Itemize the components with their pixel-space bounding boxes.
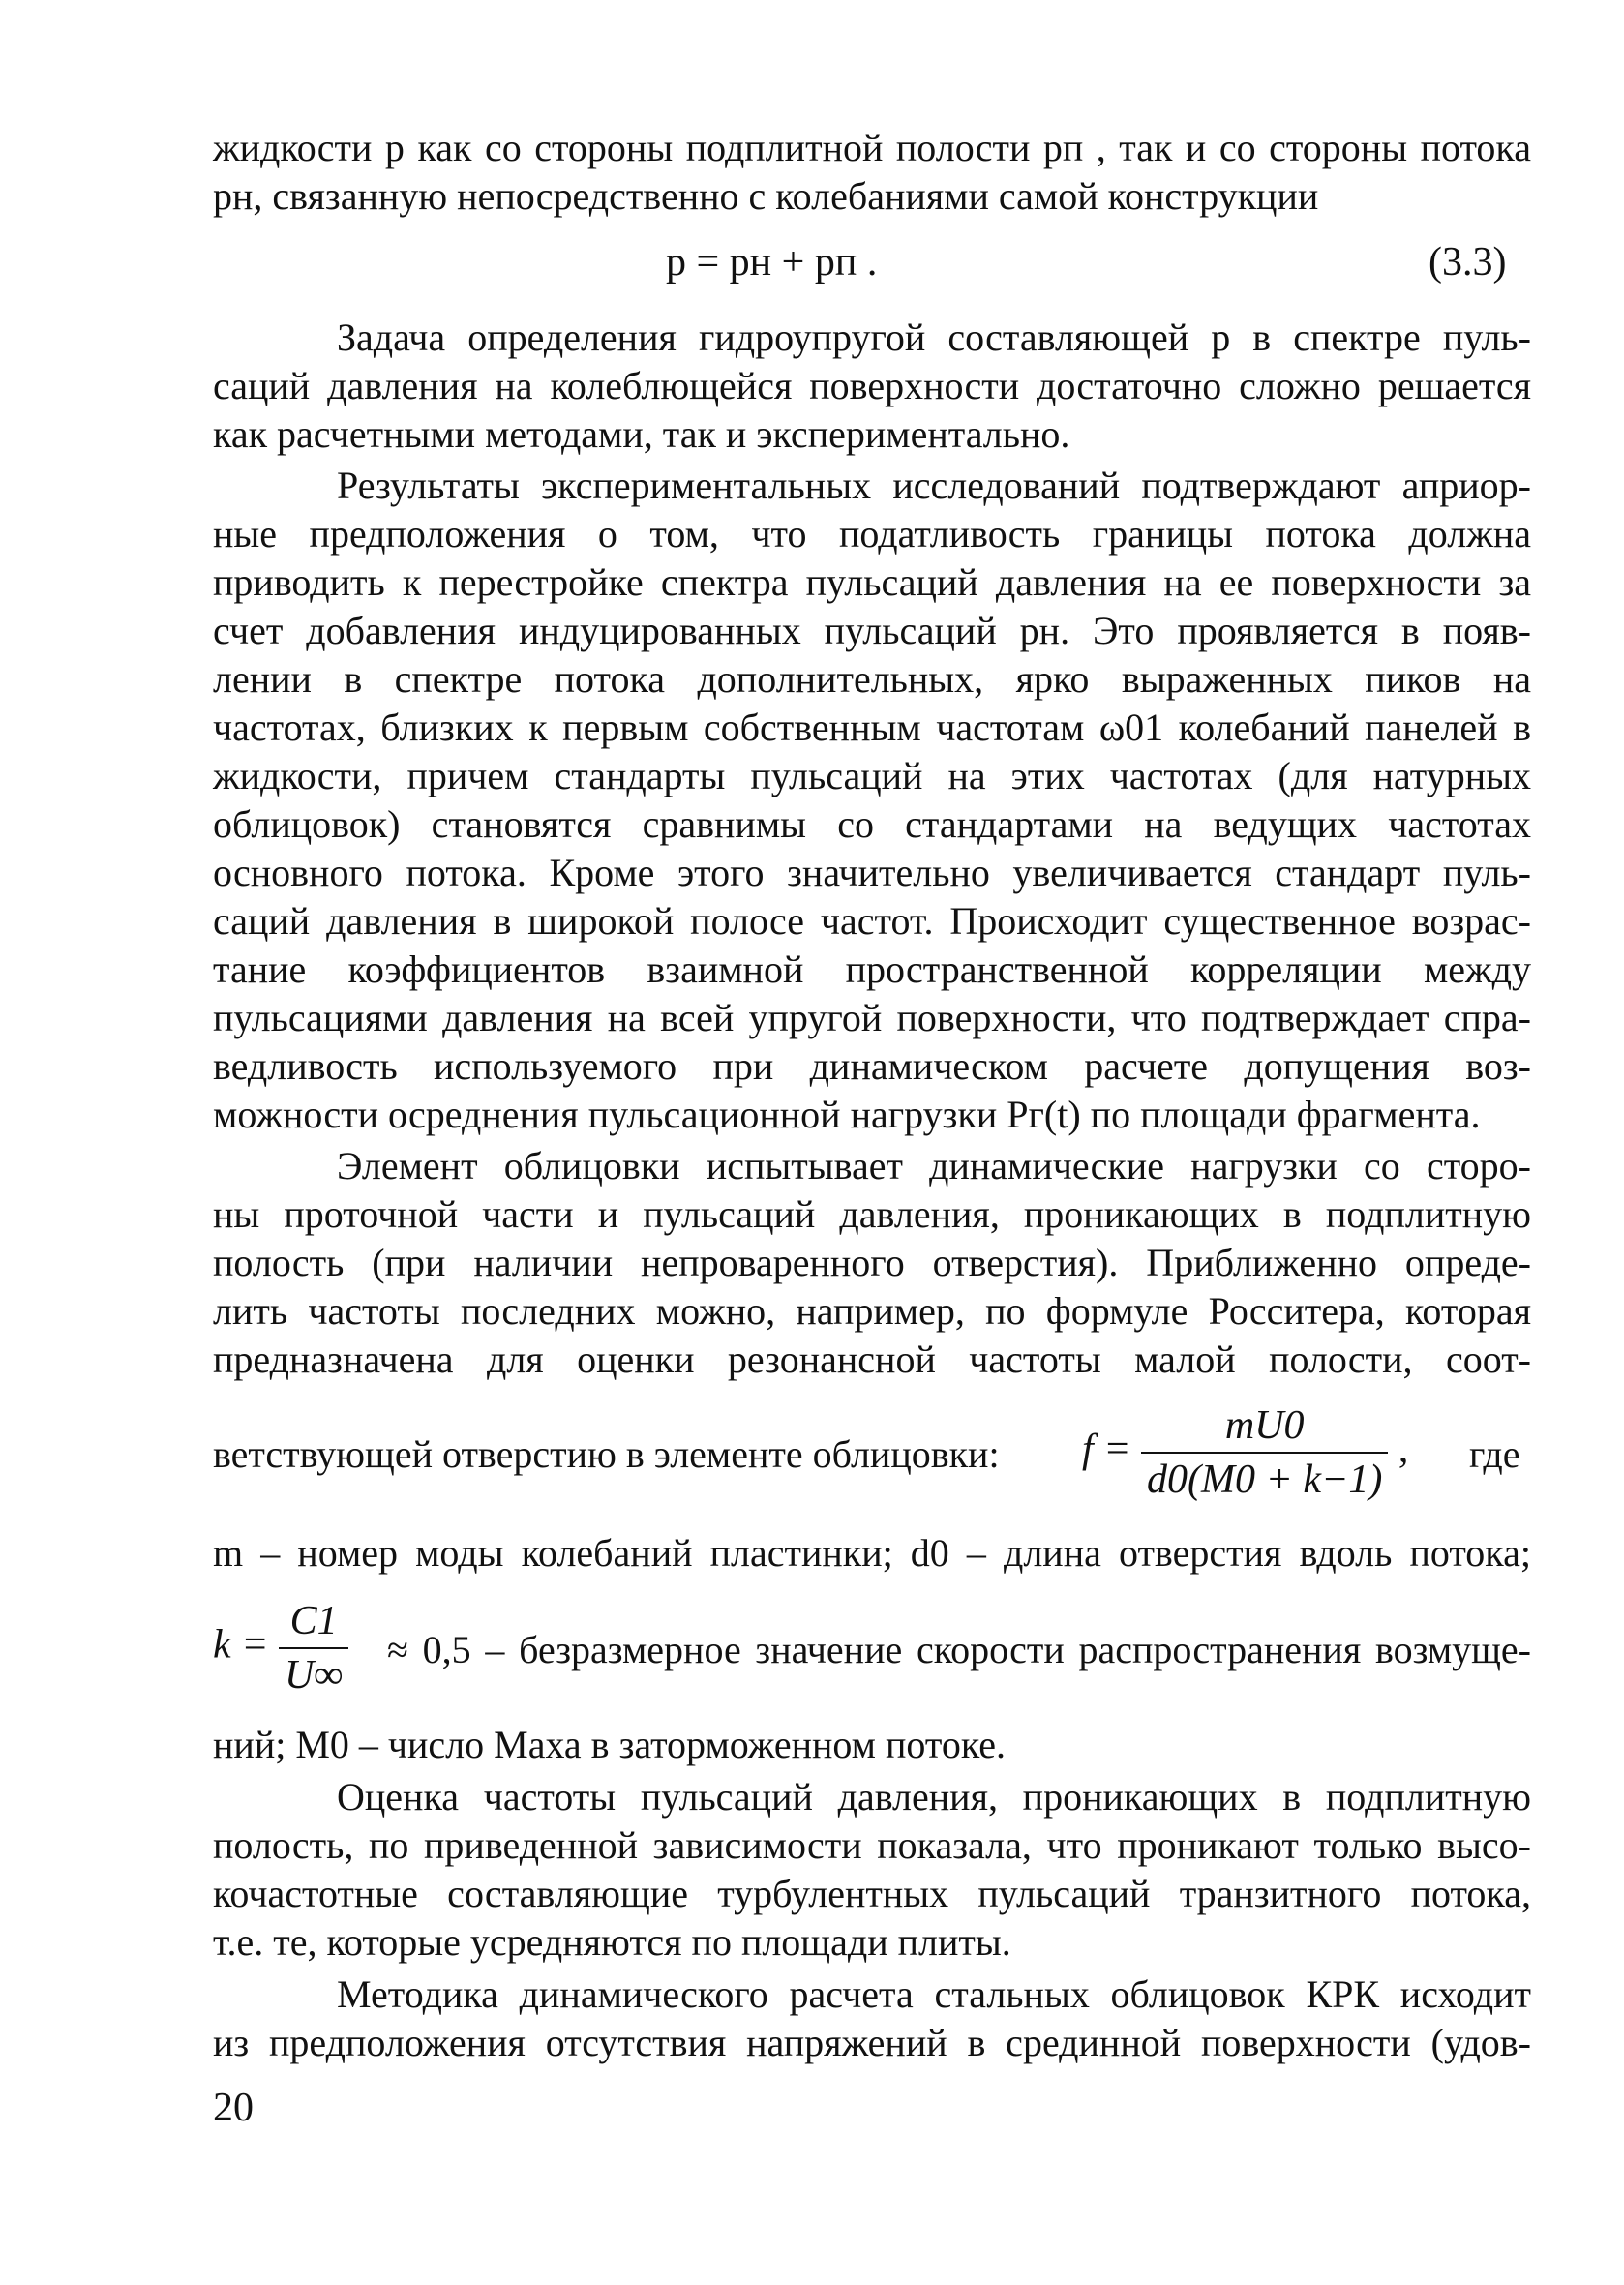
equation-number: (3.3) xyxy=(1429,240,1507,285)
text-line-17: пульсациями давления на всей упругой поверхности, что подтверждает спра- xyxy=(213,996,1531,1039)
text-line-6: Результаты экспериментальных исследований подтверждают априор- xyxy=(337,464,1531,507)
equation-3-3: p = pн + pп . xyxy=(666,240,878,285)
text-line-12: жидкости, причем стандарты пульсаций на этих частотах (для натурных xyxy=(213,754,1531,797)
text-line-11: частотах, близких к первым собственным частотам ω01 колебаний панелей в xyxy=(213,706,1531,749)
text-line-15: саций давления в широкой полосе частот. Происходит существенное возрас- xyxy=(213,899,1531,943)
text-line-18: ведливость используемого при динамическом расчете допущения воз- xyxy=(213,1044,1531,1088)
text-line-33: Методика динамического расчета стальных облицовок КРК исходит xyxy=(337,1972,1531,2016)
text-line-8: приводить к перестройке спектра пульсаций давления на ее поверхности за xyxy=(213,560,1531,604)
k-denominator: U∞ xyxy=(284,1653,344,1698)
text-line-7: ные предположения о том, что податливость границы потока должна xyxy=(213,512,1531,556)
text-line-30: полость, по приведенной зависимости показала, что проникают только высо- xyxy=(213,1823,1531,1867)
rossiter-denominator: d0(M0 + k−1) xyxy=(1147,1458,1383,1502)
text-line-29: Оценка частоты пульсаций давления, проникающих в подплитную xyxy=(337,1775,1531,1819)
text-line-34: из предположения отсутствия напряжений в срединной поверхности (удов- xyxy=(213,2021,1531,2064)
rossiter-formula xyxy=(1082,1401,1408,1504)
k-formula xyxy=(213,1597,348,1699)
rossiter-lhs: f = xyxy=(1082,1427,1131,1472)
text-line-32: т.е. те, которые усредняются по площади плиты. xyxy=(213,1920,1011,1964)
text-line-1: жидкости p как со стороны подплитной полости pп , так и со стороны потока xyxy=(213,126,1531,169)
text-line-5: как расчетными методами, так и экспериментально. xyxy=(213,412,1070,456)
text-line-27: ≈ 0,5 – безразмерное значение скорости распространения возмуще- xyxy=(387,1628,1531,1671)
text-line-25: ветствующей отверстию в элементе облицовки: xyxy=(213,1432,1000,1476)
text-line-10: лении в спектре потока дополнительных, ярко выраженных пиков на xyxy=(213,657,1531,701)
fraction-bar xyxy=(1141,1452,1388,1454)
text-line-28: ний; M0 – число Маха в заторможенном потоке. xyxy=(213,1723,1007,1766)
page-number: 20 xyxy=(213,2086,254,2130)
text-line-26: m – номер моды колебаний пластинки; d0 – длина отверстия вдоль потока; xyxy=(213,1531,1531,1575)
rossiter-fraction xyxy=(1141,1401,1388,1504)
text-line-13: облицовок) становятся сравнимы со стандартами на ведущих частотах xyxy=(213,802,1531,846)
text-line-31: кочастотные составляющие турбулентных пульсаций транзитного потока, xyxy=(213,1872,1531,1915)
text-line-22: полость (при наличии непроваренного отверстия). Приближенно опреде- xyxy=(213,1241,1531,1284)
text-line-2: pн, связанную непосредственно с колебаниями самой конструкции xyxy=(213,174,1319,218)
text-line-20: Элемент облицовки испытывает динамические нагрузки со сторо- xyxy=(337,1144,1531,1188)
text-line-23: лить частоты последних можно, например, по формуле Росситера, которая xyxy=(213,1289,1531,1333)
text-line-21: ны проточной части и пульсаций давления, проникающих в подплитную xyxy=(213,1192,1531,1236)
text-line-14: основного потока. Кроме этого значительно увеличивается стандарт пуль- xyxy=(213,851,1531,894)
text-line-9: счет добавления индуцированных пульсаций pн. Это проявляется в появ- xyxy=(213,609,1531,652)
text-line-19: можности осреднения пульсационной нагрузки Pг(t) по площади фрагмента. xyxy=(213,1093,1481,1136)
text-line-24: предназначена для оценки резонансной частоты малой полости, соот- xyxy=(213,1338,1531,1381)
text-line-3: Задача определения гидроупругой составляющей p в спектре пуль- xyxy=(337,316,1531,359)
text-where: где xyxy=(1469,1432,1520,1476)
fraction-bar xyxy=(279,1647,348,1649)
text-line-16: тание коэффициентов взаимной пространственной корреляции между xyxy=(213,947,1531,991)
k-fraction xyxy=(279,1597,348,1699)
text-line-4: саций давления на колеблющейся поверхности достаточно сложно решается xyxy=(213,364,1531,407)
k-lhs: k = xyxy=(213,1622,269,1668)
rossiter-numerator: mU0 xyxy=(1224,1403,1305,1448)
k-numerator: C1 xyxy=(289,1599,338,1643)
rossiter-tail: , xyxy=(1398,1427,1409,1472)
